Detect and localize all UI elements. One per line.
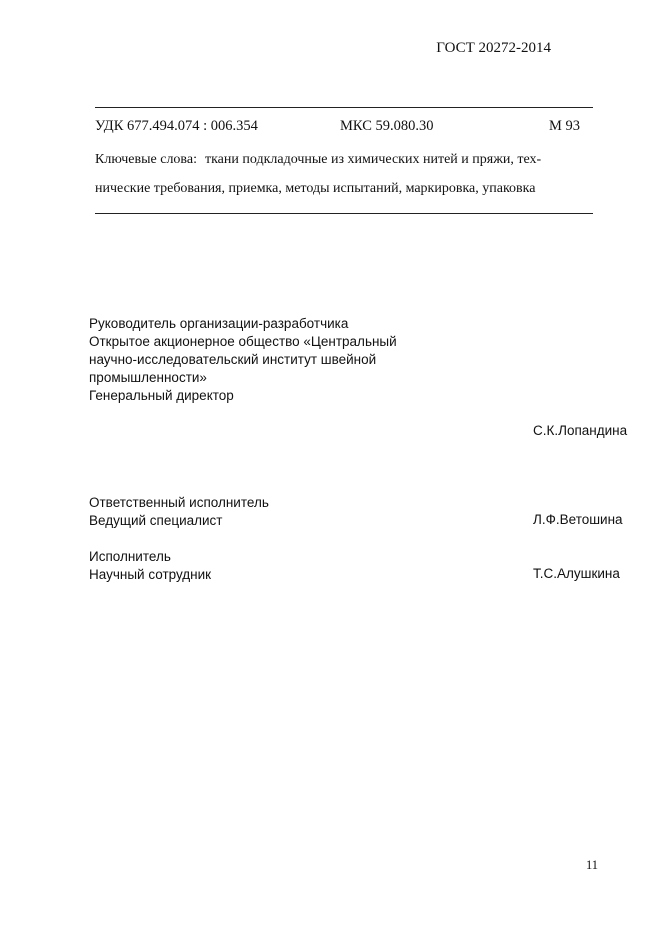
developer-line: научно-исследовательский институт швейной [89,352,377,367]
responsible-signature: Л.Ф.Ветошина [533,512,623,527]
developer-line: Генеральный директор [89,388,234,403]
top-rule [95,107,593,108]
responsible-title: Ответственный исполнитель [89,495,269,510]
executor-signature: Т.С.Алушкина [533,566,620,581]
udc-code: УДК 677.494.074 : 006.354 [95,118,258,134]
developer-signature: С.К.Лопандина [533,423,628,438]
keywords-line-1 [95,145,593,174]
okp-code: М 93 [548,118,580,134]
keywords-line-2: нические требования, приемка, методы испытаний, маркировка, упаковка [95,181,536,196]
executor-block [89,548,211,584]
developer-block [89,315,397,405]
keywords-text-1: ткани подкладочные из химических нитей и пряжи, тех- [204,152,542,167]
responsible-position: Ведущий специалист [89,513,223,528]
responsible-block [89,494,269,530]
developer-line: Открытое акционерное общество «Центральный [89,334,397,349]
page-number: 11 [585,858,598,872]
mks-code: МКС 59.080.30 [340,118,434,134]
standard-code: ГОСТ 20272-2014 [436,40,551,56]
developer-line: Руководитель организации-разработчика [89,316,349,331]
keywords-block [95,145,593,203]
bottom-rule [95,213,593,214]
developer-line: промышленности» [89,370,207,385]
keywords-label: Ключевые слова: [95,152,197,167]
executor-title: Исполнитель [89,549,171,564]
executor-position: Научный сотрудник [89,567,212,582]
